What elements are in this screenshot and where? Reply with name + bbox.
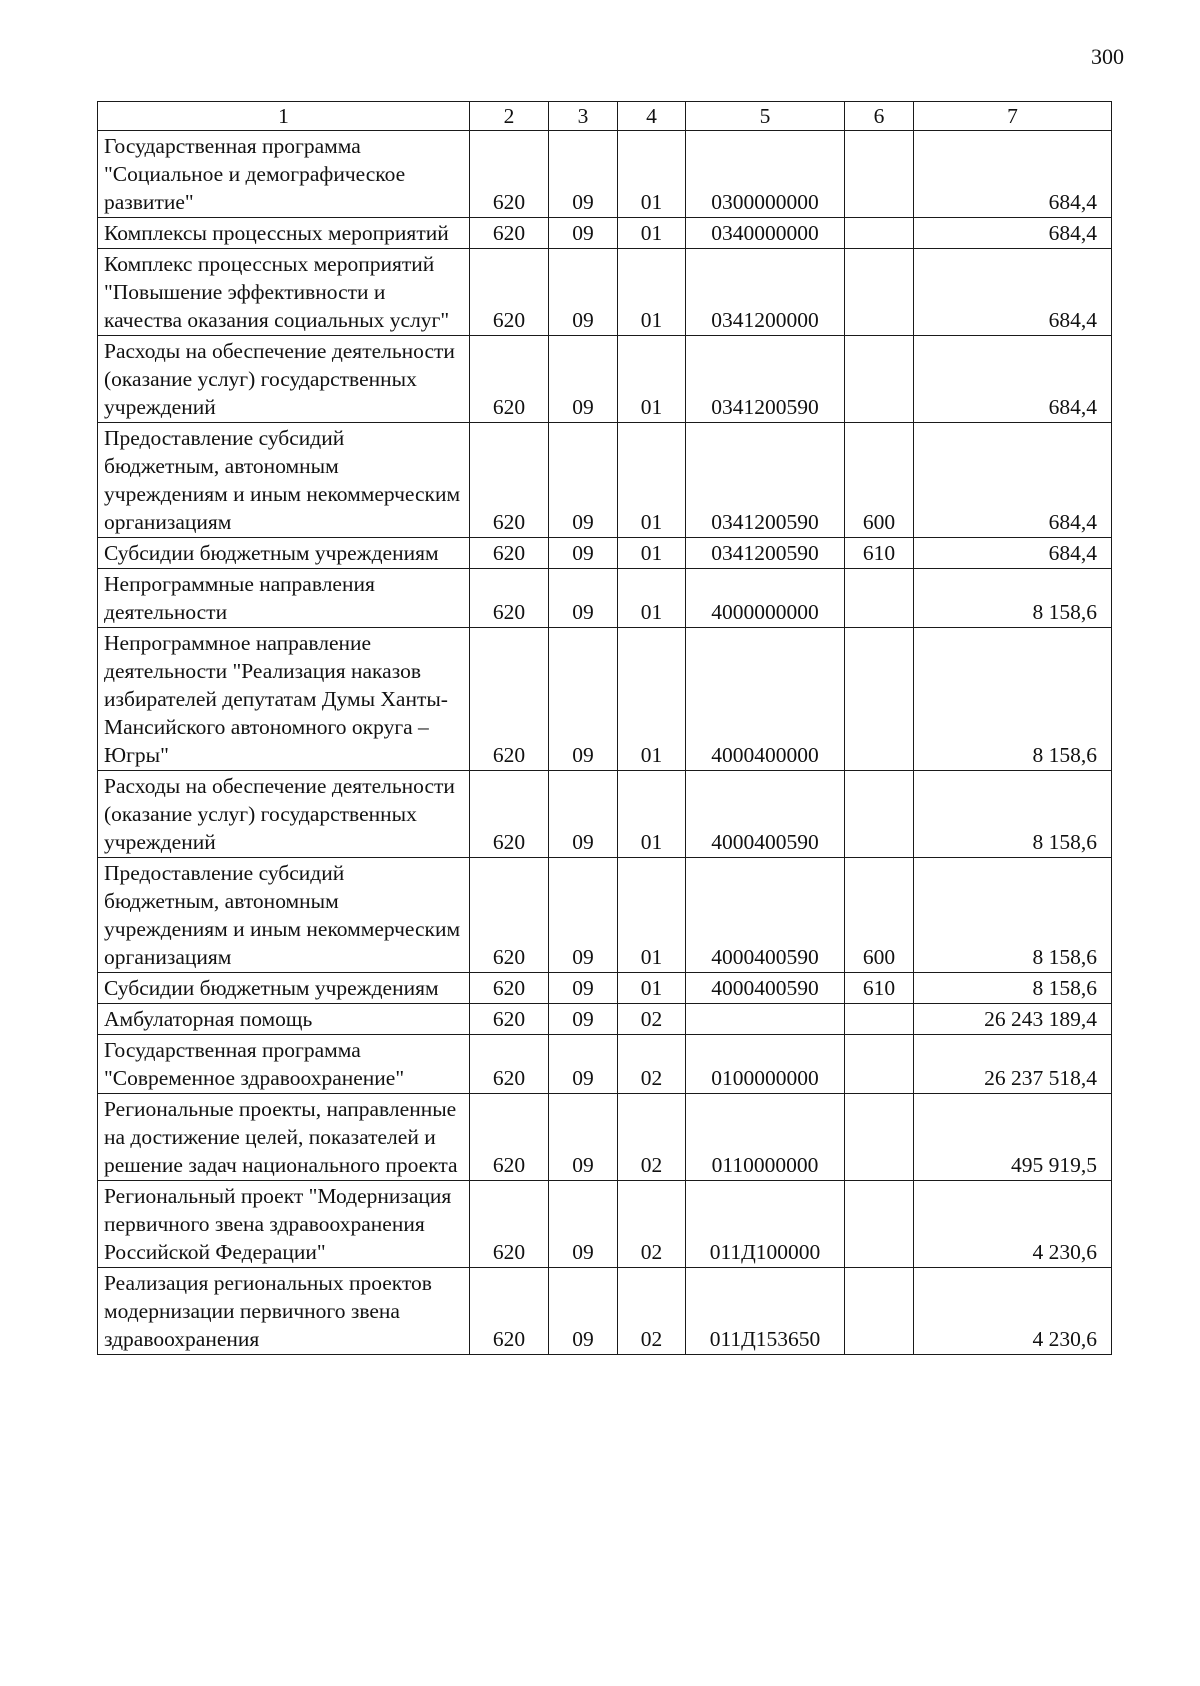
ved-cell: 620 <box>470 249 549 336</box>
ved-cell: 620 <box>470 1004 549 1035</box>
vr-cell <box>845 218 914 249</box>
rz-cell: 09 <box>549 628 618 771</box>
ved-cell: 620 <box>470 423 549 538</box>
rz-cell: 09 <box>549 423 618 538</box>
csr-cell: 4000400000 <box>686 628 845 771</box>
amount-cell: 684,4 <box>914 218 1112 249</box>
vr-cell <box>845 336 914 423</box>
amount-cell: 26 243 189,4 <box>914 1004 1112 1035</box>
ved-cell: 620 <box>470 628 549 771</box>
pr-cell: 02 <box>618 1181 686 1268</box>
vr-cell <box>845 569 914 628</box>
pr-cell: 02 <box>618 1094 686 1181</box>
row-name-cell: Субсидии бюджетным учреждениям <box>98 973 470 1004</box>
csr-cell: 011Д153650 <box>686 1268 845 1355</box>
vr-cell <box>845 1181 914 1268</box>
row-name-cell: Государственная программа "Современное здравоохранение" <box>98 1035 470 1094</box>
csr-cell: 011Д100000 <box>686 1181 845 1268</box>
amount-cell: 684,4 <box>914 423 1112 538</box>
rz-cell: 09 <box>549 1268 618 1355</box>
header-cell-4: 4 <box>618 102 686 131</box>
table-row <box>98 1094 1112 1181</box>
pr-cell: 01 <box>618 218 686 249</box>
header-cell-6: 6 <box>845 102 914 131</box>
page-number: 300 <box>1091 44 1124 69</box>
ved-cell: 620 <box>470 1268 549 1355</box>
vr-cell <box>845 1035 914 1094</box>
pr-cell: 01 <box>618 249 686 336</box>
rz-cell: 09 <box>549 771 618 858</box>
vr-cell <box>845 771 914 858</box>
csr-cell: 0300000000 <box>686 131 845 218</box>
table-row <box>98 771 1112 858</box>
row-name-cell: Расходы на обеспечение деятельности (оказание услуг) государственных учреждений <box>98 336 470 423</box>
header-cell-7: 7 <box>914 102 1112 131</box>
ved-cell: 620 <box>470 336 549 423</box>
row-name-cell: Комплексы процессных мероприятий <box>98 218 470 249</box>
ved-cell: 620 <box>470 1181 549 1268</box>
amount-cell: 684,4 <box>914 538 1112 569</box>
table-row <box>98 1035 1112 1094</box>
table-row <box>98 423 1112 538</box>
table-row <box>98 218 1112 249</box>
table-row <box>98 336 1112 423</box>
row-name-cell: Непрограммное направление деятельности "Реализация наказов избирателей депутатам Думы Ханты-Мансийского автономного округа – Югры" <box>98 628 470 771</box>
amount-cell: 684,4 <box>914 336 1112 423</box>
csr-cell: 4000000000 <box>686 569 845 628</box>
csr-cell: 0341200000 <box>686 249 845 336</box>
amount-cell: 4 230,6 <box>914 1181 1112 1268</box>
row-name-cell: Предоставление субсидий бюджетным, автономным учреждениям и иным некоммерческим организациям <box>98 423 470 538</box>
header-cell-1: 1 <box>98 102 470 131</box>
amount-cell: 495 919,5 <box>914 1094 1112 1181</box>
rz-cell: 09 <box>549 1094 618 1181</box>
pr-cell: 01 <box>618 569 686 628</box>
pr-cell: 02 <box>618 1035 686 1094</box>
csr-cell: 0110000000 <box>686 1094 845 1181</box>
table-row <box>98 1004 1112 1035</box>
pr-cell: 01 <box>618 771 686 858</box>
vr-cell: 610 <box>845 538 914 569</box>
pr-cell: 01 <box>618 858 686 973</box>
vr-cell <box>845 131 914 218</box>
amount-cell: 8 158,6 <box>914 973 1112 1004</box>
vr-cell: 600 <box>845 423 914 538</box>
csr-cell: 0341200590 <box>686 538 845 569</box>
ved-cell: 620 <box>470 771 549 858</box>
pr-cell: 01 <box>618 336 686 423</box>
table-row <box>98 858 1112 973</box>
ved-cell: 620 <box>470 569 549 628</box>
row-name-cell: Государственная программа "Социальное и демографическое развитие" <box>98 131 470 218</box>
pr-cell: 01 <box>618 423 686 538</box>
row-name-cell: Реализация региональных проектов модернизации первичного звена здравоохранения <box>98 1268 470 1355</box>
csr-cell: 4000400590 <box>686 973 845 1004</box>
amount-cell: 8 158,6 <box>914 569 1112 628</box>
table-row <box>98 249 1112 336</box>
csr-cell <box>686 1004 845 1035</box>
header-cell-5: 5 <box>686 102 845 131</box>
header-cell-3: 3 <box>549 102 618 131</box>
vr-cell <box>845 628 914 771</box>
pr-cell: 01 <box>618 538 686 569</box>
row-name-cell: Непрограммные направления деятельности <box>98 569 470 628</box>
row-name-cell: Предоставление субсидий бюджетным, автономным учреждениям и иным некоммерческим организациям <box>98 858 470 973</box>
table-row <box>98 569 1112 628</box>
rz-cell: 09 <box>549 973 618 1004</box>
pr-cell: 01 <box>618 628 686 771</box>
rz-cell: 09 <box>549 1004 618 1035</box>
rz-cell: 09 <box>549 336 618 423</box>
row-name-cell: Расходы на обеспечение деятельности (оказание услуг) государственных учреждений <box>98 771 470 858</box>
rz-cell: 09 <box>549 858 618 973</box>
ved-cell: 620 <box>470 218 549 249</box>
amount-cell: 684,4 <box>914 131 1112 218</box>
header-row <box>98 102 1112 131</box>
amount-cell: 8 158,6 <box>914 858 1112 973</box>
row-name-cell: Субсидии бюджетным учреждениям <box>98 538 470 569</box>
csr-cell: 0341200590 <box>686 423 845 538</box>
amount-cell: 8 158,6 <box>914 628 1112 771</box>
table-row <box>98 1268 1112 1355</box>
row-name-cell: Амбулаторная помощь <box>98 1004 470 1035</box>
vr-cell <box>845 1268 914 1355</box>
rz-cell: 09 <box>549 131 618 218</box>
table-row <box>98 131 1112 218</box>
ved-cell: 620 <box>470 538 549 569</box>
row-name-cell: Комплекс процессных мероприятий "Повышение эффективности и качества оказания социальных услуг" <box>98 249 470 336</box>
amount-cell: 26 237 518,4 <box>914 1035 1112 1094</box>
rz-cell: 09 <box>549 1181 618 1268</box>
vr-cell <box>845 249 914 336</box>
csr-cell: 4000400590 <box>686 771 845 858</box>
ved-cell: 620 <box>470 973 549 1004</box>
rz-cell: 09 <box>549 1035 618 1094</box>
table-row <box>98 538 1112 569</box>
csr-cell: 4000400590 <box>686 858 845 973</box>
ved-cell: 620 <box>470 131 549 218</box>
amount-cell: 8 158,6 <box>914 771 1112 858</box>
csr-cell: 0341200590 <box>686 336 845 423</box>
header-cell-2: 2 <box>470 102 549 131</box>
row-name-cell: Региональный проект "Модернизация первичного звена здравоохранения Российской Федерации" <box>98 1181 470 1268</box>
rz-cell: 09 <box>549 538 618 569</box>
pr-cell: 01 <box>618 973 686 1004</box>
pr-cell: 02 <box>618 1268 686 1355</box>
table-row <box>98 1181 1112 1268</box>
pr-cell: 02 <box>618 1004 686 1035</box>
amount-cell: 684,4 <box>914 249 1112 336</box>
budget-table <box>97 101 1112 1355</box>
rz-cell: 09 <box>549 569 618 628</box>
table-row <box>98 628 1112 771</box>
csr-cell: 0100000000 <box>686 1035 845 1094</box>
amount-cell: 4 230,6 <box>914 1268 1112 1355</box>
rz-cell: 09 <box>549 249 618 336</box>
pr-cell: 01 <box>618 131 686 218</box>
ved-cell: 620 <box>470 1035 549 1094</box>
ved-cell: 620 <box>470 1094 549 1181</box>
table-row <box>98 973 1112 1004</box>
vr-cell <box>845 1004 914 1035</box>
ved-cell: 620 <box>470 858 549 973</box>
row-name-cell: Региональные проекты, направленные на достижение целей, показателей и решение задач национального проекта <box>98 1094 470 1181</box>
vr-cell: 610 <box>845 973 914 1004</box>
csr-cell: 0340000000 <box>686 218 845 249</box>
rz-cell: 09 <box>549 218 618 249</box>
vr-cell <box>845 1094 914 1181</box>
vr-cell: 600 <box>845 858 914 973</box>
